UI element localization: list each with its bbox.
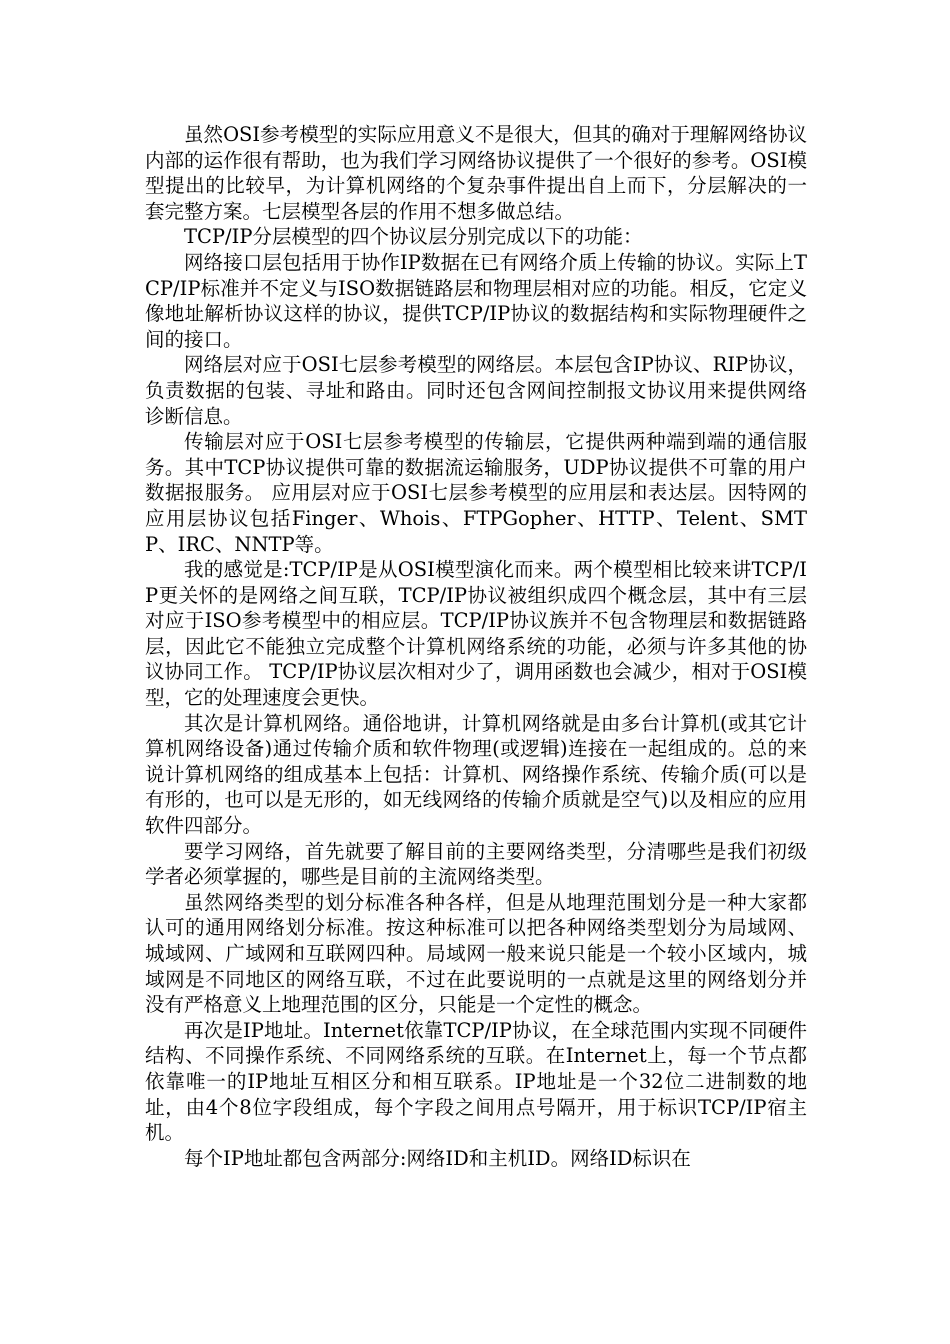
paragraph-network-classification: 虽然网络类型的划分标准各种各样，但是从地理范围划分是一种大家都认可的通用网络划分标准。按这种标准可以把各种网络类型划分为局域网、城域网、广域网和互联网四种。局域网一般来说只能是一个较小区域内，城域网是不同地区的网络互联，不过在此要说明的一点就是这里的网络划分并没有严格意义上地理范围的区分，只能是一个定性的概念。 [145,890,807,1017]
paragraph-tcpip-layers-intro: TCP/IP分层模型的四个协议层分别完成以下的功能： [184,225,643,249]
paragraph-network-interface-layer: 网络接口层包括用于协作IP数据在已有网络介质上传输的协议。实际上TCP/IP标准并不定义与ISO数据链路层和物理层相对应的功能。相反，它定义像地址解析协议这样的协议，提供TCP/IP协议的数据结构和实际物理硬件之间的接口。 [145,250,807,351]
paragraph-network-layer: 网络层对应于OSI七层参考模型的网络层。本层包含IP协议、RIP协议，负责数据的包装、寻址和路由。同时还包含网间控制报文协议用来提供网络诊断信息。 [145,353,807,428]
paragraph-computer-network: 其次是计算机网络。通俗地讲，计算机网络就是由多台计算机(或其它计算机网络设备)通过传输介质和软件物理(或逻辑)连接在一起组成的。总的来说计算机网络的组成基本上包括：计算机、网络操作系统、传输介质(可以是有形的，也可以是无形的，如无线网络的传输介质就是空气)以及相应的应用软件四部分。 [145,711,807,838]
paragraph-network-types-intro: 要学习网络，首先就要了解目前的主要网络类型，分清哪些是我们初级学者必须掌握的，哪些是目前的主流网络类型。 [145,839,807,889]
paragraph-osi-model: 虽然OSI参考模型的实际应用意义不是很大，但其的确对于理解网络协议内部的运作很有帮助，也为我们学习网络协议提供了一个很好的参考。OSI模型提出的比较早，为计算机网络的个复杂事件提出自上而下，分层解决的一套完整方案。七层模型各层的作用不想多做总结。 [145,123,807,223]
paragraph-personal-impression: 我的感觉是:TCP/IP是从OSI模型演化而来。两个模型相比较来讲TCP/IP更关怀的是网络之间互联，TCP/IP协议被组织成四个概念层，其中有三层对应于ISO参考模型中的相应层。TCP/IP协议族并不包含物理层和数据链路层，因此它不能独立完成整个计算机网络系统的功能，必须与许多其他的协议协同工作。 TCP/IP协议层次相对少了，调用函数也会减少，相对于OSI模型，它的处理速度会更快。 [145,558,807,710]
document-body [145,122,807,1171]
paragraph-ip-address: 再次是IP地址。Internet依靠TCP/IP协议，在全球范围内实现不同硬件结构、不同操作系统、不同网络系统的互联。在Internet上，每一个节点都依靠唯一的IP地址互相区分和相互联系。IP地址是一个32位二进制数的地址，由4个8位字段组成，每个字段之间用点号隔开，用于标识TCP/IP宿主机。 [145,1018,807,1145]
paragraph-transport-application-layer: 传输层对应于OSI七层参考模型的传输层，它提供两种端到端的通信服务。其中TCP协议提供可靠的数据流运输服务，UDP协议提供不可靠的用户数据报服务。 应用层对应于OSI七层参考模型的应用层和表达层。因特网的应用层协议包括Finger、Whois、FTPGopher、HTTP、Telent、SMTP、IRC、NNTP等。 [145,430,807,556]
paragraph-ip-address-parts: 每个IP地址都包含两部分:网络ID和主机ID。网络ID标识在 [184,1146,691,1170]
